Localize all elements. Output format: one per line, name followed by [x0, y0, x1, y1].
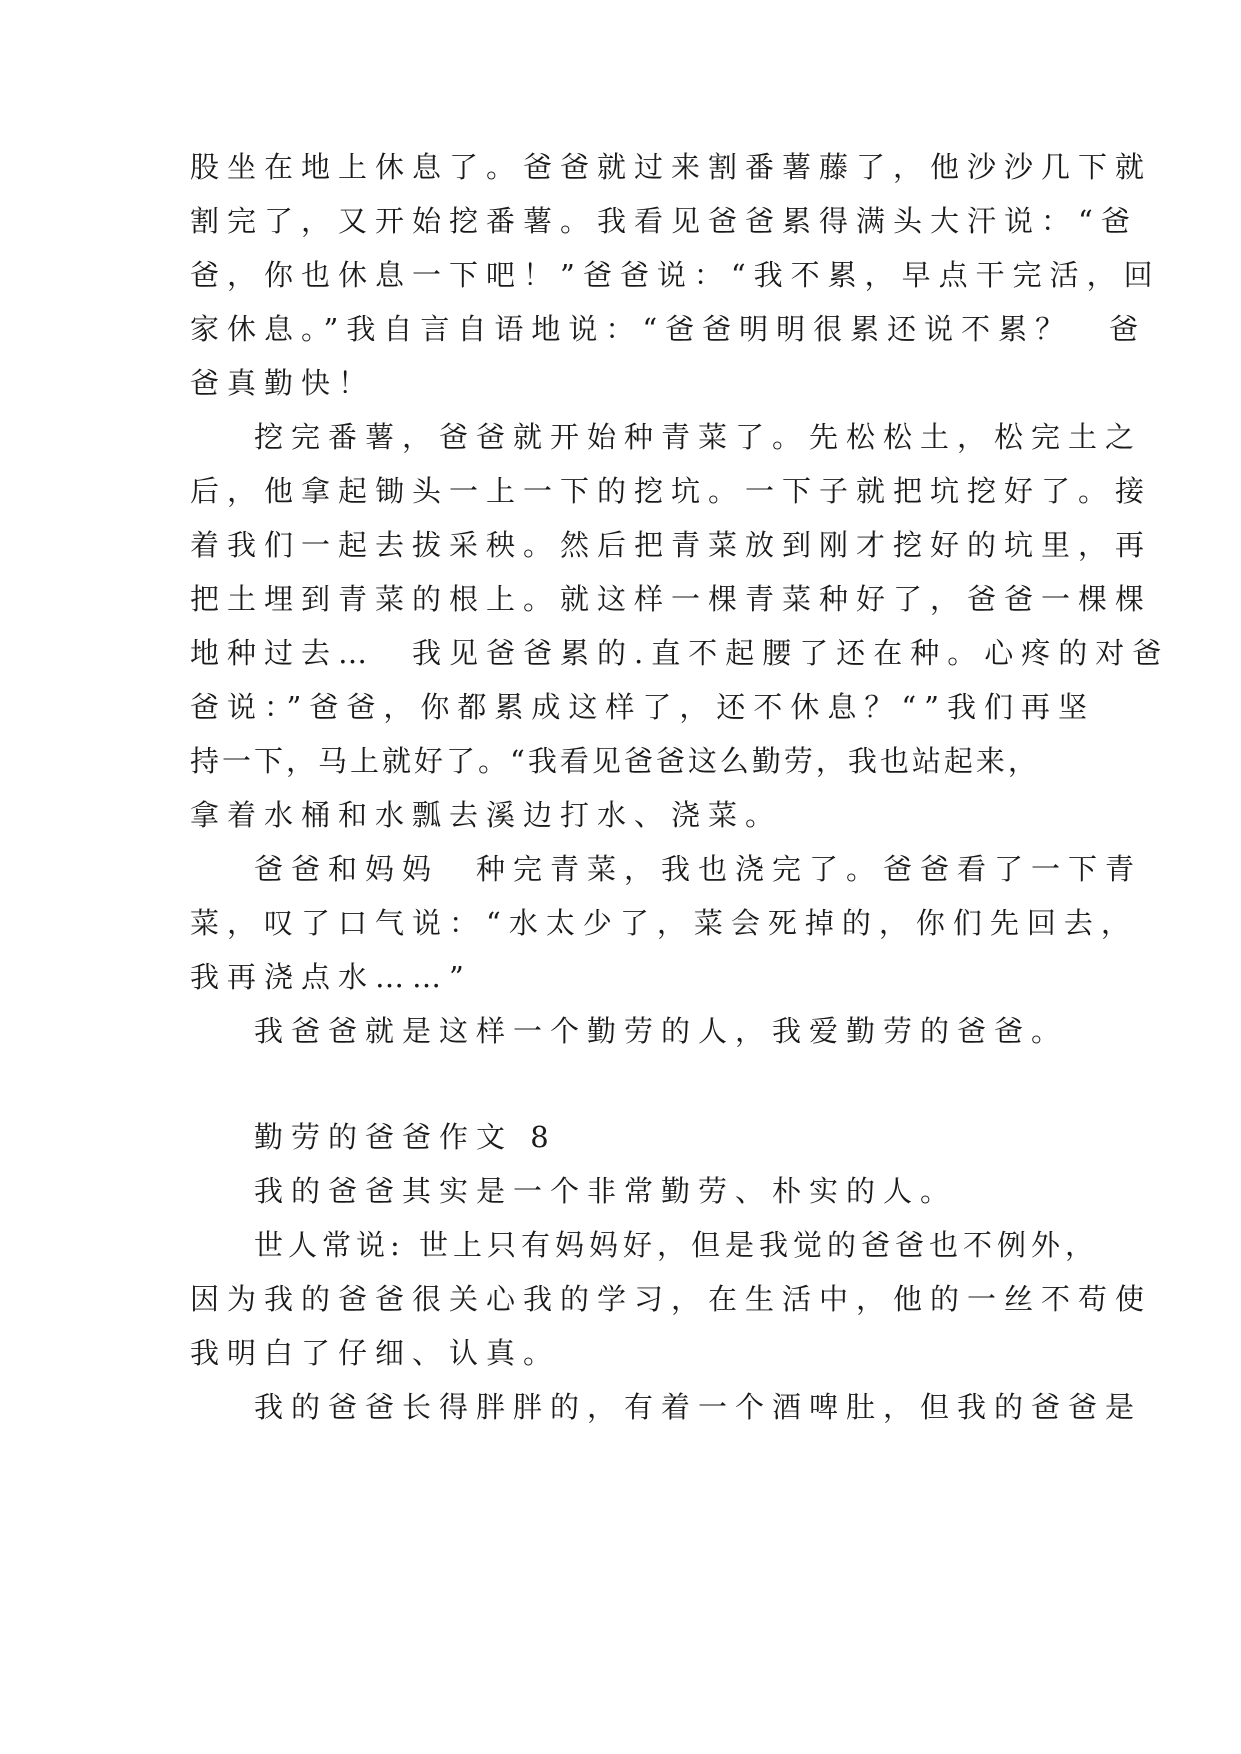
section-title: 勤劳的爸爸作文 8 — [254, 1120, 557, 1154]
text-line: 我再浇点水……” — [190, 960, 472, 994]
text-line: 我明白了仔细、认真。 — [190, 1336, 561, 1370]
text-line: 爸，你也休息一下吧！”爸爸说：“我不累，早点干完活，回 — [190, 258, 1161, 292]
text-line: 拿着水桶和水瓢去溪边打水、浇菜。 — [190, 798, 783, 832]
text-line: 把土埋到青菜的根上。就这样一棵青菜种好了，爸爸一棵棵 — [190, 582, 1153, 616]
text-line: 家休息。”我自言自语地说：“爸爸明明很累还说不累？ 爸 — [190, 312, 1147, 346]
text-line: 后，他拿起锄头一上一下的挖坑。一下子就把坑挖好了。接 — [190, 474, 1153, 508]
text-line: 爸真勤快！ — [190, 366, 376, 400]
text-line: 股坐在地上休息了。爸爸就过来割番薯藤了，他沙沙几下就 — [190, 150, 1153, 184]
text-line: 爸爸和妈妈 种完青菜，我也浇完了。爸爸看了一下青 — [254, 852, 1143, 886]
text-line: 我爸爸就是这样一个勤劳的人，我爱勤劳的爸爸。 — [254, 1014, 1069, 1048]
text-line: 菜，叹了口气说：“水太少了，菜会死掉的，你们先回去， — [190, 906, 1138, 940]
text-line: 爸说：”爸爸，你都累成这样了，还不休息？“”我们再坚 — [190, 690, 1095, 724]
text-line: 我的爸爸其实是一个非常勤劳、朴实的人。 — [254, 1174, 958, 1208]
text-line: 世人常说: 世上只有妈妈好，但是我觉的爸爸也不例外， — [254, 1228, 1099, 1262]
text-line: 着我们一起去拔采秧。然后把青菜放到刚才挖好的坑里，再 — [190, 528, 1153, 562]
text-line: 地种过去… 我见爸爸累的.直不起腰了还在种。心疼的对爸 — [190, 636, 1170, 670]
text-line: 割完了，又开始挖番薯。我看见爸爸累得满头大汗说：“爸 — [190, 204, 1138, 238]
text-line: 挖完番薯，爸爸就开始种青菜了。先松松土，松完土之 — [254, 420, 1143, 454]
text-line: 我的爸爸长得胖胖的，有着一个酒啤肚，但我的爸爸是 — [254, 1390, 1143, 1424]
text-line: 持一下，马上就好了。“我看见爸爸这么勤劳，我也站起来， — [190, 744, 1040, 778]
text-line: 因为我的爸爸很关心我的学习，在生活中，他的一丝不苟使 — [190, 1282, 1153, 1316]
